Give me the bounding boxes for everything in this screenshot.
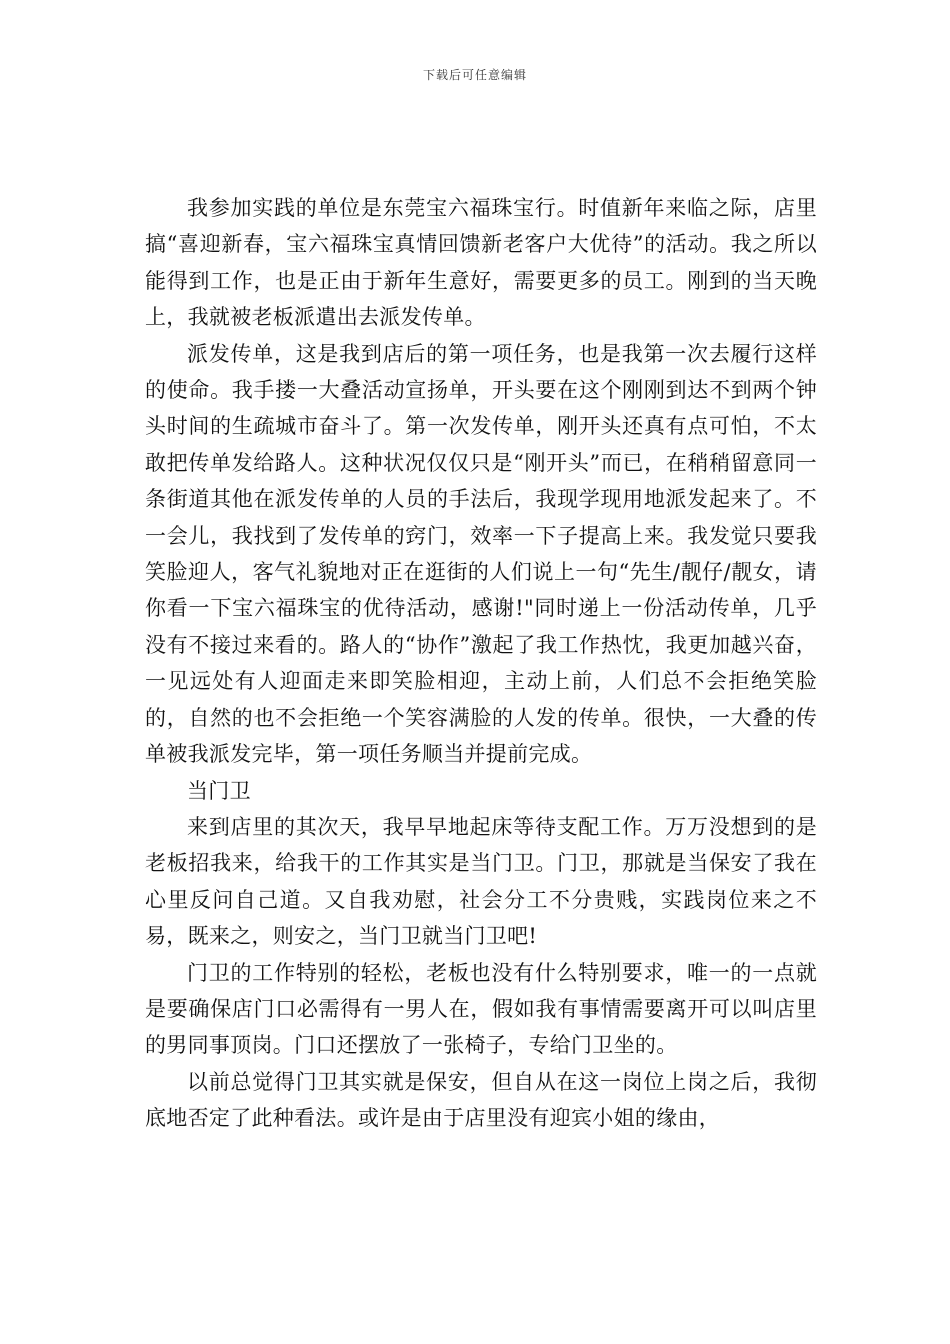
paragraph-1: 我参加实践的单位是东莞宝六福珠宝行。时值新年来临之际，店里搞“喜迎新春，宝六福珠宝真情回馈新老客户大优待”的活动。我之所以能得到工作，也是正由于新年生意好，需要更多的员工。刚到的当天晚上，我就被老板派遣出去派发传单。 [145,196,817,330]
body-text [145,190,817,1137]
section-heading: 当门卫 [187,778,251,803]
paragraph-5: 以前总觉得门卫其实就是保安，但自从在这一岗位上岗之后，我彻底地否定了此种看法。或许是由于店里没有迎宾小姐的缘由， [145,1069,817,1131]
paragraph-4: 门卫的工作特别的轻松，老板也没有什么特别要求，唯一的一点就是要确保店门口必需得有一男人在，假如我有事情需要离开可以叫店里的男同事顶岗。门口还摆放了一张椅子，专给门卫坐的。 [145,960,817,1058]
header-note: 下载后可任意编辑 [422,68,527,82]
paragraph-3: 来到店里的其次天，我早早地起床等待支配工作。万万没想到的是老板招我来，给我干的工作其实是当门卫。门卫，那就是当保安了我在心里反问自己道。又自我劝慰，社会分工不分贵贱，实践岗位来之不易，既来之，则安之，当门卫就当门卫吧! [145,814,817,949]
paragraph-2: 派发传单，这是我到店后的第一项任务，也是我第一次去履行这样的使命。我手搂一大叠活动宣扬单，开头要在这个刚刚到达不到两个钟头时间的生疏城市奋斗了。第一次发传单，刚开头还真有点可怕，不太敢把传单发给路人。这种状况仅仅只是“刚开头”而已，在稍稍留意同一条街道其他在派发传单的人员的手法后，我现学现用地派发起来了。不一会儿，我找到了发传单的窍门，效率一下子提高上来。我发觉只要我笑脸迎人，客气礼貌地对正在逛街的人们说上一句“先生/靓仔/靓女，请你看一下宝六福珠宝的优待活动，感谢!"同时递上一份活动传单，几乎没有不接过来看的。路人的“协作”激起了我工作热忱，我更加越兴奋，一见远处有人迎面走来即笑脸相迎，主动上前，人们总不会拒绝笑脸的，自然的也不会拒绝一个笑容满脸的人发的传单。很快，一大叠的传单被我派发完毕，第一项任务顺当并提前完成。 [145,341,817,767]
